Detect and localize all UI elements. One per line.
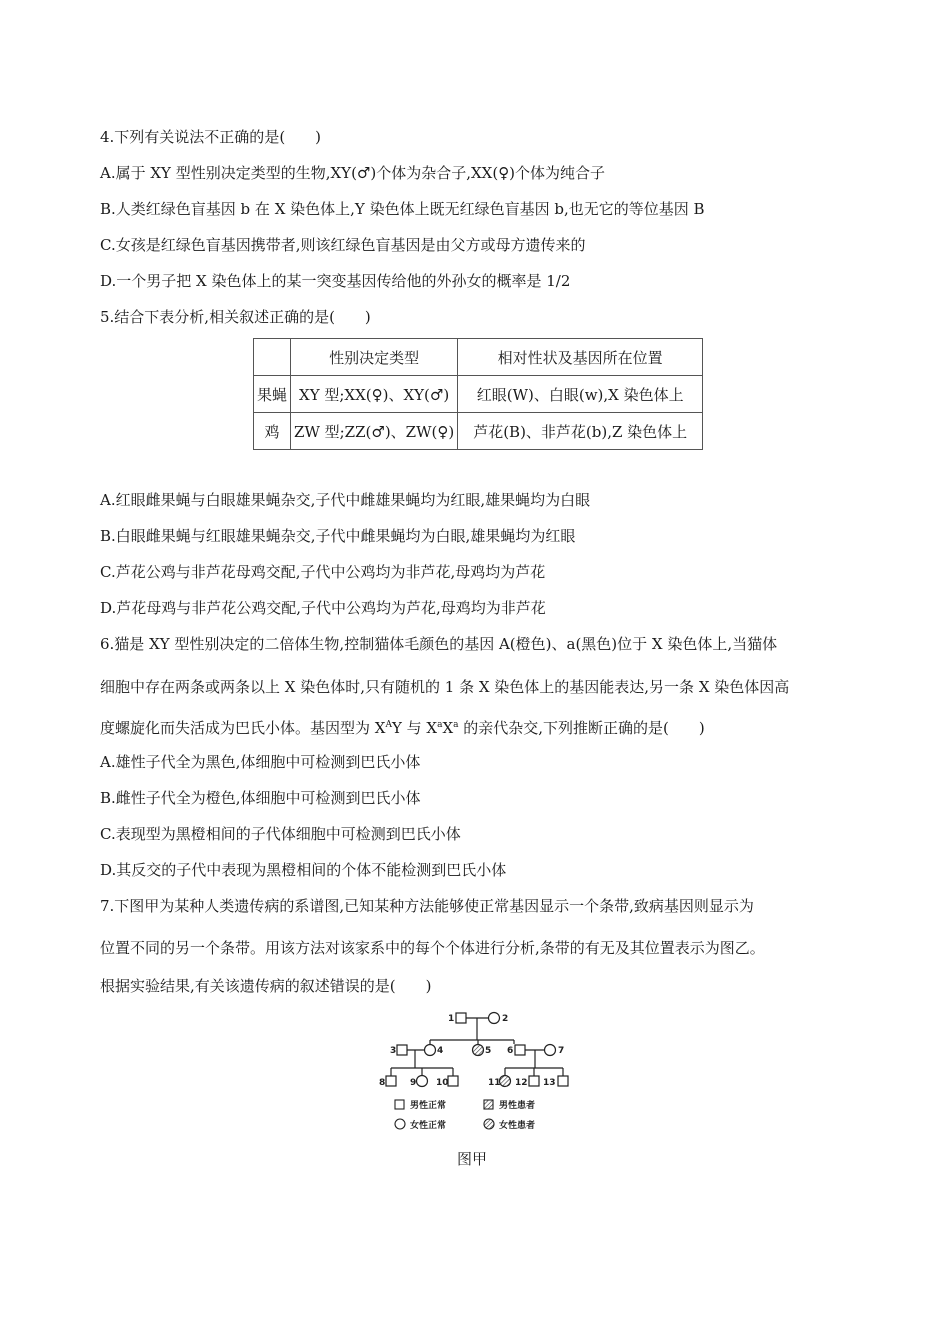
table-row <box>254 376 703 413</box>
pedigree-chart <box>370 1006 580 1136</box>
q5-option-a: A.红眼雌果蝇与白眼雄果蝇杂交,子代中雌雄果蝇均为红眼,雄果蝇均为白眼 <box>100 491 591 509</box>
label-2: 2 <box>502 1014 509 1024</box>
legend-female-normal: 女性正常 <box>410 1121 447 1131</box>
superscript: A <box>385 720 392 730</box>
table-header-row <box>254 339 703 376</box>
q5-table <box>253 338 703 450</box>
table-cell: 鸡 <box>254 413 291 450</box>
individual-6 <box>515 1045 525 1055</box>
q6-stem-text: 的亲代杂交,下列推断正确的是( ) <box>458 719 705 737</box>
legend-female-normal-icon <box>395 1119 405 1129</box>
label-10: 10 <box>436 1078 449 1088</box>
individual-12 <box>529 1076 539 1086</box>
label-11: 11 <box>488 1078 501 1088</box>
label-12: 12 <box>515 1078 528 1088</box>
table-cell: 芦花(B)、非芦花(b),Z 染色体上 <box>458 413 703 450</box>
legend-male-normal-icon <box>395 1100 404 1109</box>
individual-10 <box>448 1076 458 1086</box>
label-4: 4 <box>437 1046 444 1056</box>
individual-1 <box>456 1013 466 1023</box>
individual-13 <box>558 1076 568 1086</box>
q6-stem-line2: 细胞中存在两条或两条以上 X 染色体时,只有随机的 1 条 X 染色体上的基因能表达,另一条 X 染色体因高 <box>100 678 790 696</box>
label-5: 5 <box>485 1046 492 1056</box>
q6-stem-text: Y 与 X <box>391 719 438 737</box>
q5-option-d: D.芦花母鸡与非芦花公鸡交配,子代中公鸡均为芦花,母鸡均为非芦花 <box>100 599 546 617</box>
figure-caption: 图甲 <box>457 1150 488 1168</box>
table-header-cell <box>254 339 291 376</box>
q6-option-d: D.其反交的子代中表现为黑橙相间的个体不能检测到巴氏小体 <box>100 861 507 879</box>
q6-option-a: A.雄性子代全为黑色,体细胞中可检测到巴氏小体 <box>100 753 421 771</box>
q5-option-b: B.白眼雌果蝇与红眼雄果蝇杂交,子代中雌果蝇均为白眼,雄果蝇均为红眼 <box>100 527 576 545</box>
legend-male-affected-icon <box>484 1100 493 1109</box>
legend-male-affected: 男性患者 <box>499 1101 536 1111</box>
q5-option-c: C.芦花公鸡与非芦花母鸡交配,子代中公鸡均为非芦花,母鸡均为芦花 <box>100 563 546 581</box>
q6-stem-line3 <box>100 715 705 738</box>
q6-option-b: B.雌性子代全为橙色,体细胞中可检测到巴氏小体 <box>100 789 421 807</box>
individual-2 <box>489 1013 500 1024</box>
table-header-cell: 性别决定类型 <box>291 339 458 376</box>
q6-option-c: C.表现型为黑橙相间的子代体细胞中可检测到巴氏小体 <box>100 825 461 843</box>
individual-7 <box>545 1045 556 1056</box>
table-cell: ZW 型;ZZ(♂)、ZW(♀) <box>291 413 458 450</box>
individual-9 <box>417 1076 428 1087</box>
individual-5 <box>473 1045 484 1056</box>
individual-3 <box>397 1045 407 1055</box>
q6-stem-text: 度螺旋化而失活成为巴氏小体。基因型为 X <box>100 719 386 737</box>
table-header-cell: 相对性状及基因所在位置 <box>458 339 703 376</box>
q7-stem-line1: 7.下图甲为某种人类遗传病的系谱图,已知某种方法能够使正常基因显示一个条带,致病基因则显示为 <box>100 897 754 915</box>
table-cell: 果蝇 <box>254 376 291 413</box>
superscript: a <box>437 720 443 730</box>
q4-option-b: B.人类红绿色盲基因 b 在 X 染色体上,Y 染色体上既无红绿色盲基因 b,也无它的等位基因 B <box>100 200 705 218</box>
label-7: 7 <box>558 1046 565 1056</box>
q7-stem-line3: 根据实验结果,有关该遗传病的叙述错误的是( ) <box>100 977 432 995</box>
table-row <box>254 413 703 450</box>
q6-stem-text: X <box>442 719 454 737</box>
table-cell: 红眼(W)、白眼(w),X 染色体上 <box>458 376 703 413</box>
label-6: 6 <box>507 1046 514 1056</box>
legend-female-affected: 女性患者 <box>499 1121 536 1131</box>
q7-stem-line2: 位置不同的另一个条带。用该方法对该家系中的每个个体进行分析,条带的有无及其位置表示为图乙。 <box>100 939 765 957</box>
legend-female-affected-icon <box>484 1119 494 1129</box>
superscript: a <box>453 720 459 730</box>
q4-option-d: D.一个男子把 X 染色体上的某一突变基因传给他的外孙女的概率是 1/2 <box>100 272 571 290</box>
label-9: 9 <box>410 1078 417 1088</box>
label-13: 13 <box>543 1078 556 1088</box>
individual-11 <box>500 1076 511 1087</box>
label-3: 3 <box>390 1046 397 1056</box>
q4-stem: 4.下列有关说法不正确的是( ) <box>100 128 322 146</box>
q4-option-c: C.女孩是红绿色盲基因携带者,则该红绿色盲基因是由父方或母方遗传来的 <box>100 236 586 254</box>
table-cell: XY 型;XX(♀)、XY(♂) <box>291 376 458 413</box>
q6-stem-line1: 6.猫是 XY 型性别决定的二倍体生物,控制猫体毛颜色的基因 A(橙色)、a(黑色)位于 X 染色体上,当猫体 <box>100 635 778 653</box>
q5-stem: 5.结合下表分析,相关叙述正确的是( ) <box>100 308 371 326</box>
label-1: 1 <box>448 1014 455 1024</box>
legend-male-normal: 男性正常 <box>410 1101 447 1111</box>
label-8: 8 <box>379 1078 386 1088</box>
individual-4 <box>425 1045 436 1056</box>
q4-option-a: A.属于 XY 型性别决定类型的生物,XY(♂)个体为杂合子,XX(♀)个体为纯合子 <box>100 164 606 182</box>
individual-8 <box>386 1076 396 1086</box>
